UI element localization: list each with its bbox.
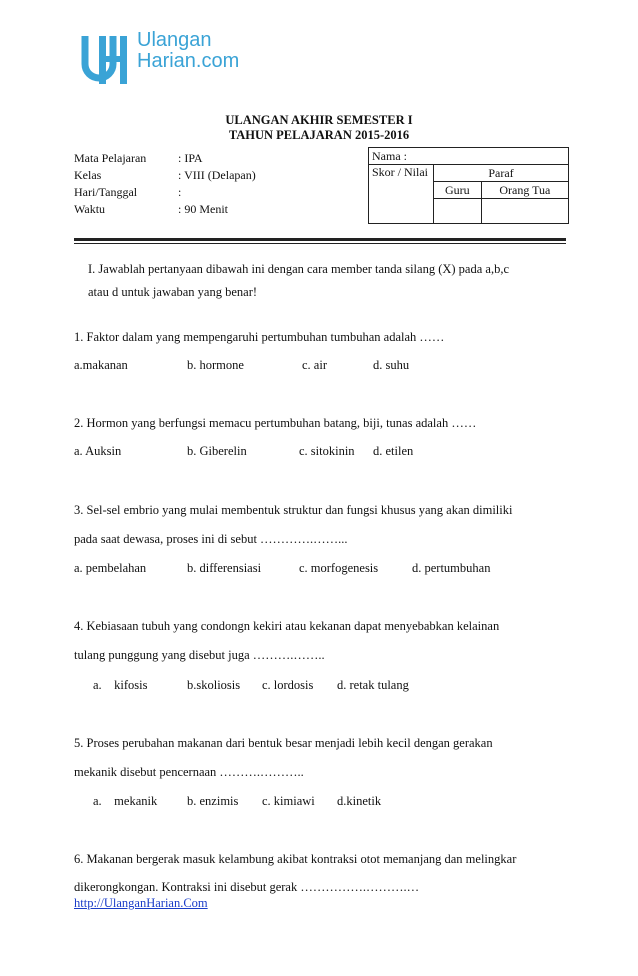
answer-option: b. enzimis — [187, 794, 239, 808]
paraf-cell: Paraf — [434, 165, 569, 182]
orang-tua-cell: Orang Tua — [481, 182, 568, 199]
question-text: 6. Makanan bergerak masuk kelambung akibat kontraksi otot memanjang dan melingkar — [74, 852, 517, 866]
answer-option: c. lordosis — [262, 678, 314, 692]
answer-option: b. differensiasi — [187, 561, 262, 575]
question-text: 1. Faktor dalam yang mempengaruhi pertumbuhan tumbuhan adalah …… — [74, 330, 445, 344]
question-text: 5. Proses perubahan makanan dari bentuk besar menjadi lebih kecil dengan gerakan — [74, 736, 493, 750]
header-divider-thick — [74, 238, 566, 241]
question-text: 3. Sel-sel embrio yang mulai membentuk struktur dan fungsi khusus yang akan dimiliki — [74, 503, 513, 517]
question-text: tulang punggung yang disebut juga ……….…….. — [74, 648, 325, 662]
question-text: 4. Kebiasaan tubuh yang condongn kekiri atau kekanan dapat menyebabkan kelainan — [74, 619, 500, 633]
score-cell: Skor / Nilai — [369, 165, 434, 224]
answer-option: a. Auksin — [74, 444, 122, 458]
info-value: : 90 Menit — [178, 202, 228, 216]
info-row — [74, 184, 256, 201]
answer-option: b. Giberelin — [187, 444, 247, 458]
info-row — [74, 201, 256, 218]
answer-option: d. etilen — [373, 444, 414, 458]
footer-website-link[interactable]: http://UlanganHarian.Com — [74, 896, 208, 910]
answer-option: a.makanan — [74, 358, 128, 372]
question-text: mekanik disebut pencernaan ……….……….. — [74, 765, 304, 779]
logo-line-1: Ulangan — [137, 29, 212, 51]
info-label: Hari/Tanggal — [74, 185, 138, 199]
answer-option: a. pembelahan — [74, 561, 147, 575]
guru-signature-cell — [434, 199, 482, 224]
question-text: pada saat dewasa, proses ini di sebut ………….……... — [74, 532, 348, 546]
instruction-line-1: I. Jawablah pertanyaan dibawah ini dengan cara member tanda silang (X) pada a,b,c — [88, 262, 509, 276]
exam-year: TAHUN PELAJARAN 2015-2016 — [228, 128, 410, 142]
answer-option: c. sitokinin — [299, 444, 355, 458]
answer-option: b.skoliosis — [187, 678, 241, 692]
ulanganharian-logo-icon — [80, 32, 130, 87]
header-divider-thin — [74, 243, 566, 244]
answer-option: a. kifosis — [93, 678, 148, 692]
answer-option: c. kimiawi — [262, 794, 315, 808]
info-label: Kelas — [74, 168, 102, 182]
info-value: : VIII (Delapan) — [178, 168, 256, 182]
instruction-line-2: atau d untuk jawaban yang benar! — [88, 285, 258, 299]
exam-info — [74, 150, 256, 218]
answer-option: a. mekanik — [93, 794, 158, 808]
answer-option: b. hormone — [187, 358, 244, 372]
orang-tua-signature-cell — [481, 199, 568, 224]
score-table — [368, 147, 569, 224]
name-cell: Nama : — [369, 148, 569, 165]
question-text: dikerongkongan. Kontraksi ini disebut gerak …………….……….… — [74, 880, 420, 894]
answer-option: d. retak tulang — [337, 678, 409, 692]
info-value: : IPA — [178, 151, 203, 165]
info-row — [74, 167, 256, 184]
answer-option: c. air — [302, 358, 327, 372]
exam-title: ULANGAN AKHIR SEMESTER I — [225, 113, 413, 127]
info-label: Waktu — [74, 202, 106, 216]
logo-line-2: Harian.com — [137, 50, 240, 72]
question-text: 2. Hormon yang berfungsi memacu pertumbuhan batang, biji, tunas adalah …… — [74, 416, 477, 430]
answer-option: d. suhu — [373, 358, 410, 372]
answer-option: c. morfogenesis — [299, 561, 379, 575]
answer-option: d.kinetik — [337, 794, 382, 808]
logo-wordmark — [137, 30, 239, 72]
info-value: : — [178, 185, 182, 199]
guru-cell: Guru — [434, 182, 482, 199]
info-row — [74, 150, 256, 167]
info-label: Mata Pelajaran — [74, 151, 147, 165]
answer-option: d. pertumbuhan — [412, 561, 491, 575]
